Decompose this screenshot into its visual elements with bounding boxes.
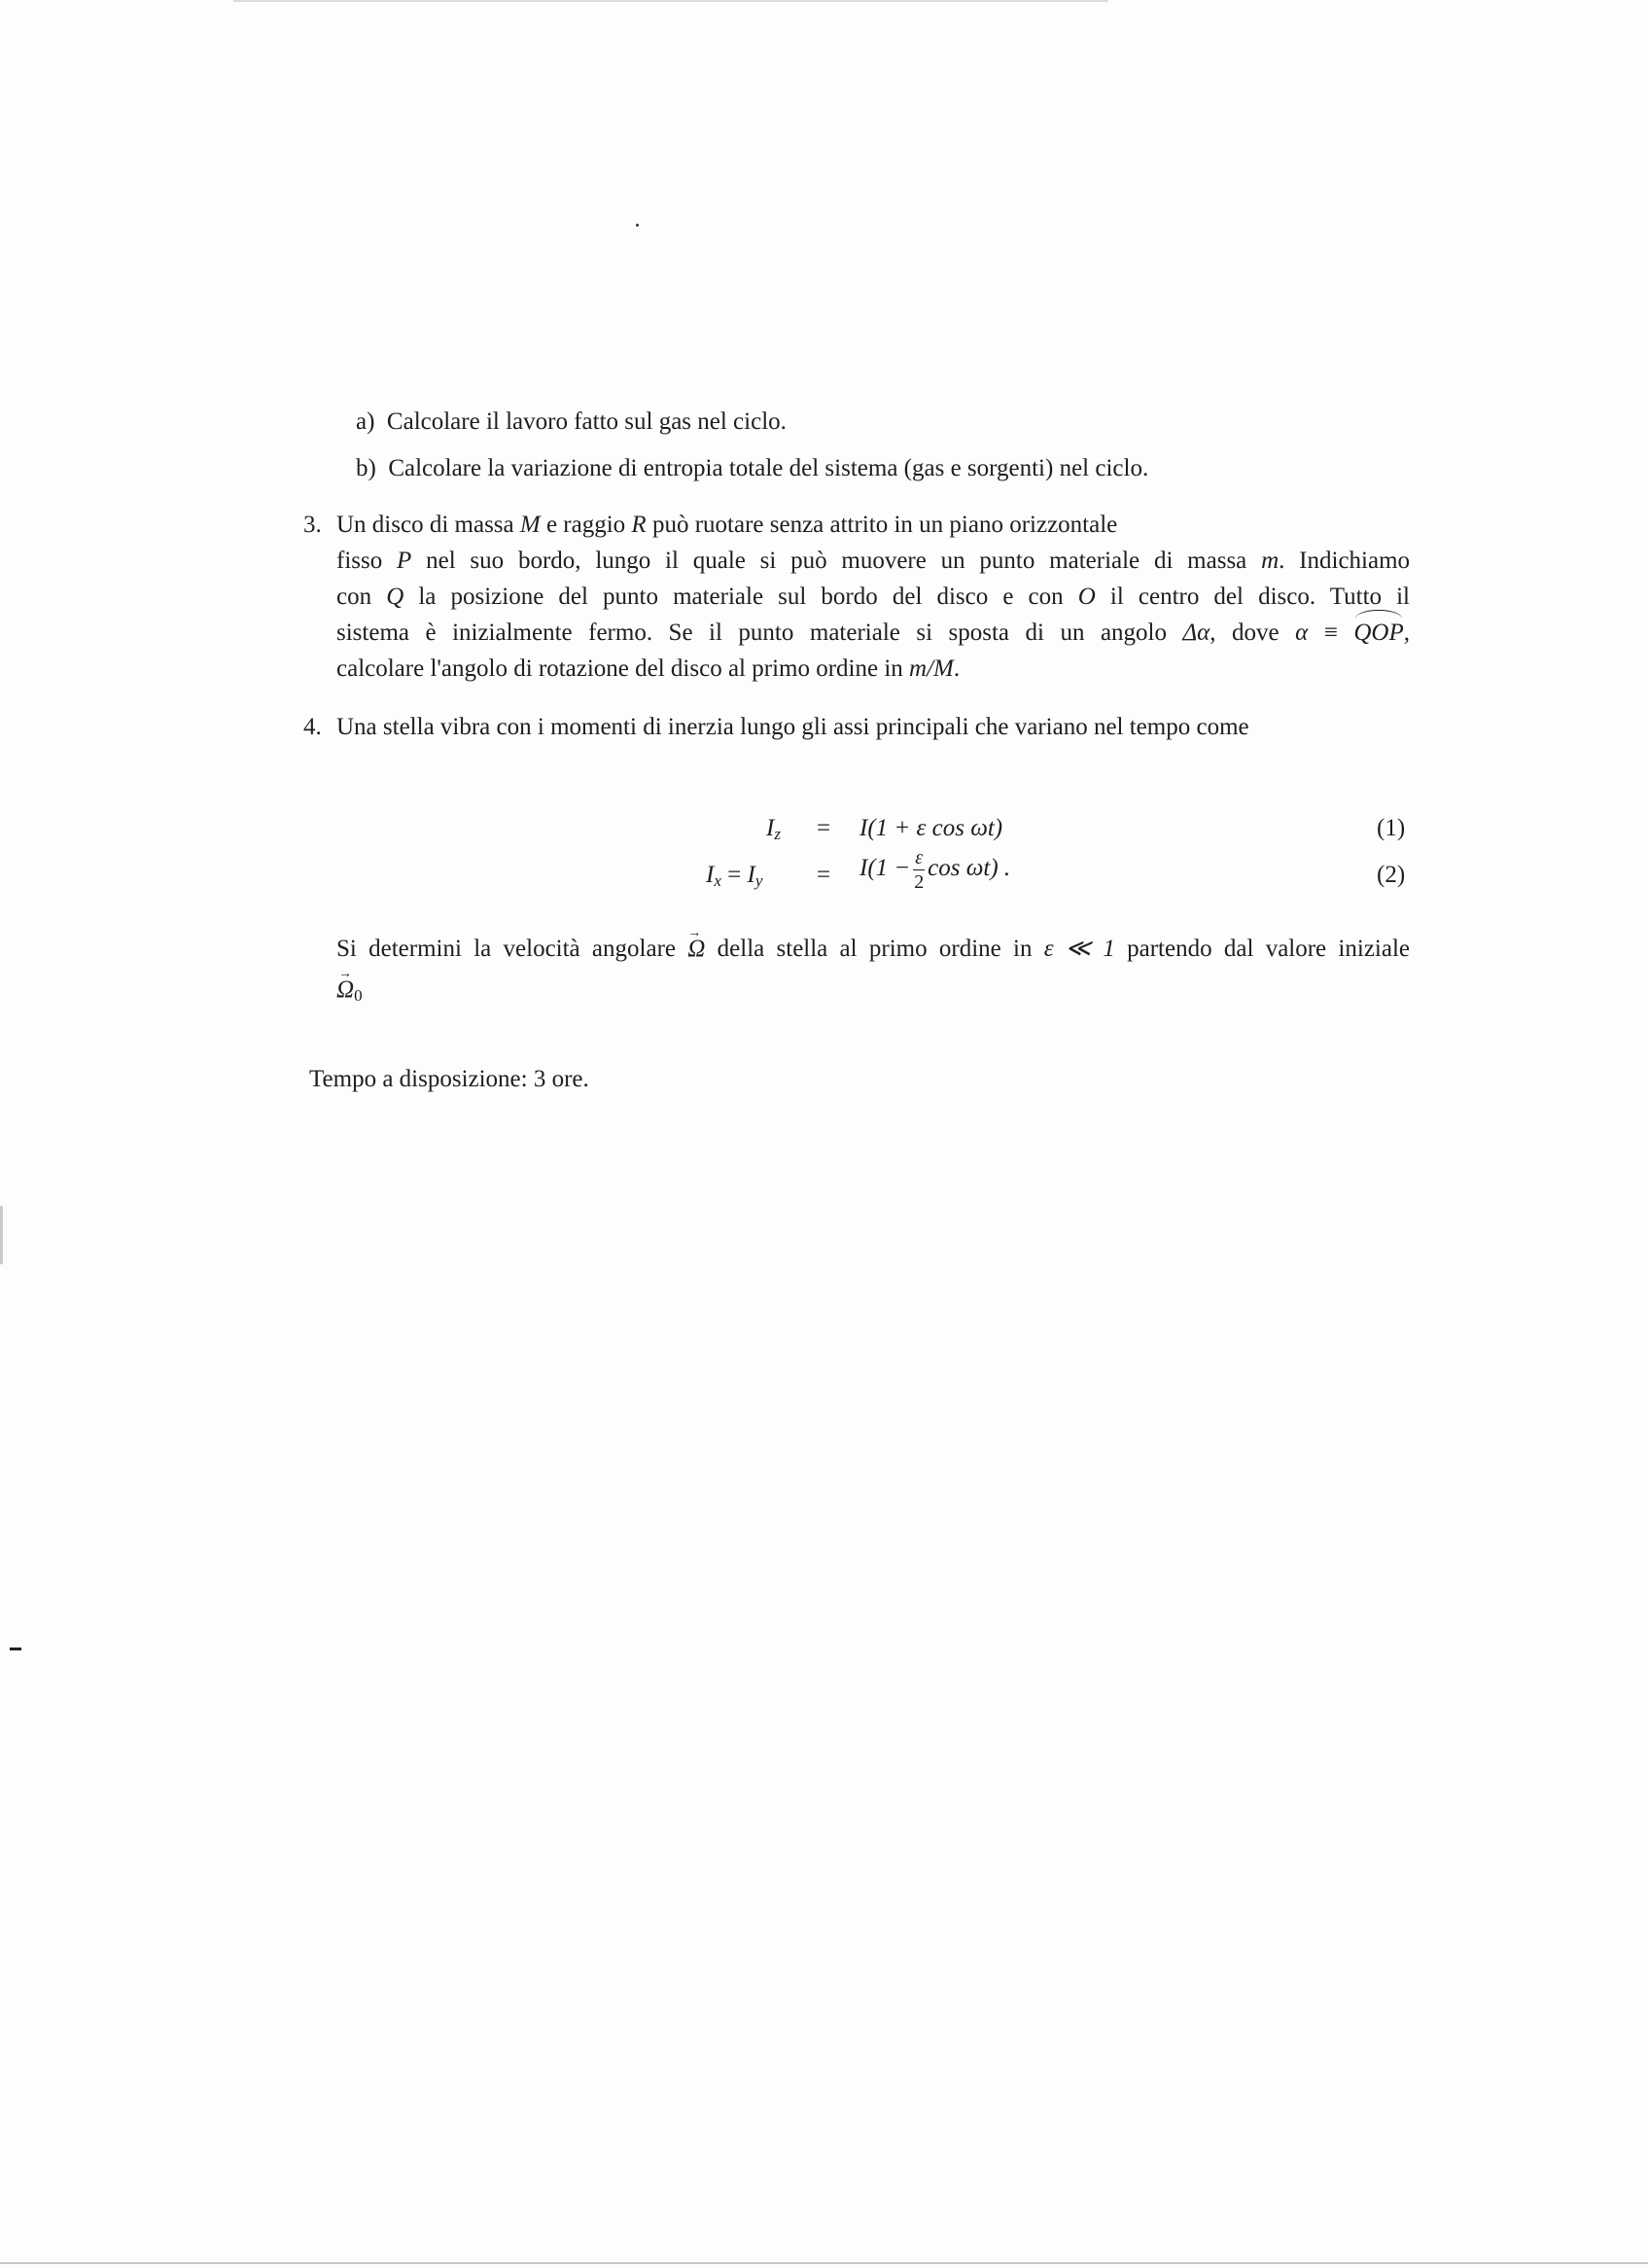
scan-edge-left (0, 1206, 3, 1264)
problem-3-line-5: calcolare l'angolo di rotazione del disco al primo ordine in m/M. (336, 656, 961, 682)
problem-4-number: 4. (303, 714, 322, 740)
equation-2-lhs: $I_x = I_y$ (706, 862, 763, 890)
equation-1-lhs: $I_z$ (766, 815, 781, 843)
subitem-b (356, 451, 1148, 486)
epsilon-half-fraction: $\frac{\varepsilon}{2}$ (914, 847, 925, 893)
problem-3-line-1: Un disco di massa M e raggio R può ruotare senza attrito in un piano orizzontale (336, 512, 1118, 538)
scan-edge-top (233, 0, 1108, 2)
subitem-a-label: a) (356, 408, 375, 435)
problem-3-line-3: con Q la posizione del punto materiale sul bordo del disco e con O il centro del disco. Tutto il (336, 584, 1410, 610)
equation-1-rel: = (817, 815, 831, 841)
omega-initial: → $\Omega_0$ (336, 973, 363, 1013)
subitem-a (356, 405, 787, 440)
equation-1-rhs: I(1 + ε cos ωt) (859, 815, 1003, 841)
scan-edge-bottom (0, 2262, 1648, 2264)
equation-2-rel: = (817, 862, 831, 888)
problem-4-outro: Si determini la velocità angolare → Ω della stella al primo ordine in ε ≪ 1 partendo dal valore iniziale (336, 932, 1410, 967)
problem-3-line-2: fisso P nel suo bordo, lungo il quale si può muovere un punto materiale di massa m. Indichiamo (336, 548, 1411, 574)
time-note: Tempo a disposizione: 3 ore. (309, 1066, 589, 1092)
subitem-a-text: Calcolare il lavoro fatto sul gas nel ciclo. (386, 408, 787, 435)
problem-3-number: 3. (303, 512, 322, 538)
problem-3-line-4: sistema è inizialmente fermo. Se il punto materiale si sposta di un angolo Δα, dove α ≡ QOP, (336, 616, 1410, 651)
equation-2-tag: (2) (1377, 862, 1406, 888)
equation-1-tag: (1) (1377, 815, 1406, 841)
scan-dot (636, 224, 639, 227)
equation-2-rhs: I(1 − $\frac{\varepsilon}{2}$ cos ωt) . (859, 847, 1011, 893)
problem-4-intro: Una stella vibra con i momenti di inerzia lungo gli assi principali che variano nel tempo come (336, 714, 1249, 740)
scan-mark-left (10, 1648, 21, 1650)
subitem-b-label: b) (356, 455, 376, 481)
omega-vector: → Ω (687, 932, 705, 967)
qop-angle: QOP (1353, 616, 1403, 651)
subitem-b-text: Calcolare la variazione di entropia totale del sistema (gas e sorgenti) nel ciclo. (388, 455, 1149, 481)
